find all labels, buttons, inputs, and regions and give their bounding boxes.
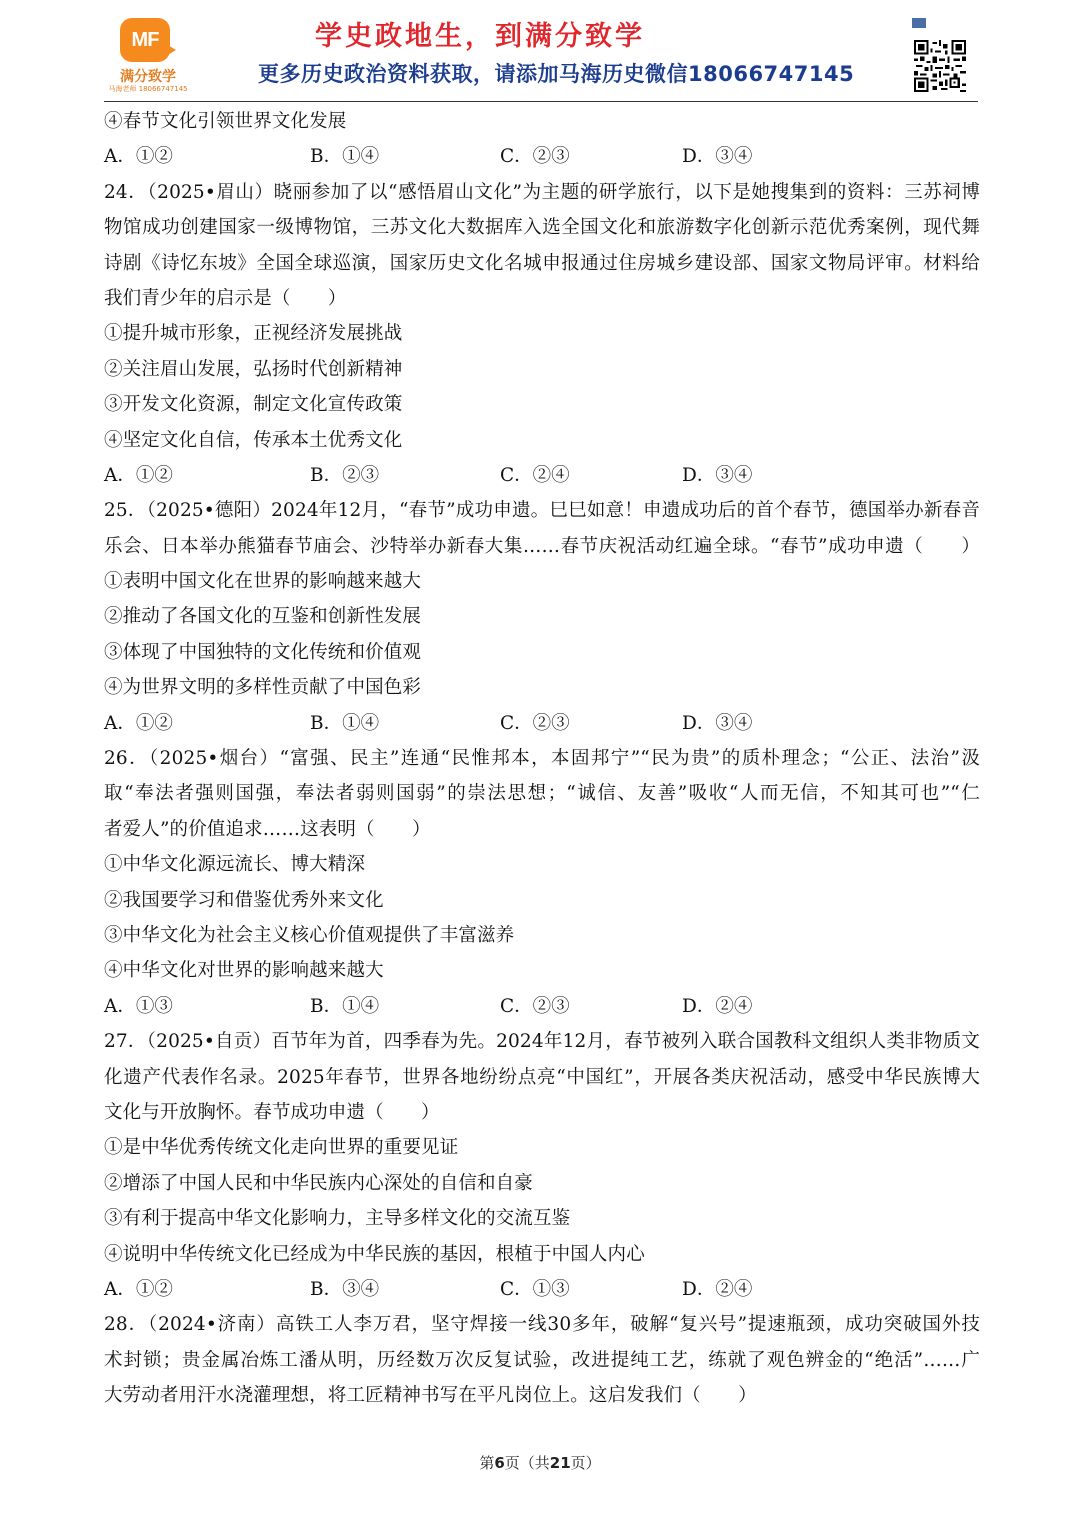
brand-logo [108, 18, 188, 96]
choice-c: C．②③ [500, 146, 570, 168]
question-28-line: 术封锁；贵金属冶炼工潘从明，历经数万次反复试验，改进提纯工艺，练就了观色辨金的“绝活”……广 [104, 1349, 980, 1371]
question-26-line: 者爱人”的价值追求……这表明（ ） [104, 818, 431, 840]
option-line: ②增添了中国人民和中华民族内心深处的自信和自豪 [104, 1172, 533, 1194]
question-25-line: 乐会、日本举办熊猫春节庙会、沙特举办新春大集……春节庆祝活动红遍全球。“春节”成功申遗（ ） [104, 535, 980, 557]
exam-content [104, 104, 980, 1413]
choice-c: C．②③ [500, 712, 570, 734]
question-27-line: 27．（2025•自贡）百节年为首，四季春为先。2024年12月，春节被列入联合国教科文组织人类非物质文 [104, 1031, 980, 1053]
option-line: ①表明中国文化在世界的影响越来越大 [104, 571, 422, 593]
question-27-line: 文化与开放胸怀。春节成功申遗（ ） [104, 1101, 440, 1123]
choice-d: D．②④ [682, 1278, 753, 1300]
answer-choices [104, 139, 980, 174]
choice-c: C．②④ [500, 464, 570, 486]
question-24-line: 诗剧《诗忆东坡》全国全球巡演，国家历史文化名城申报通过住房城乡建设部、国家文物局评审。材料给 [104, 252, 980, 274]
option-line: ②推动了各国文化的互鉴和创新性发展 [104, 606, 422, 628]
logo-badge: MF [120, 18, 170, 62]
choice-b: B．①④ [310, 146, 380, 168]
page-total: 21 [549, 1454, 571, 1472]
option-line: ②关注眉山发展，弘扬时代创新精神 [104, 358, 403, 380]
choice-a: A．①② [104, 146, 173, 168]
logo-subtitle: 马海老师 18066747145 [108, 85, 188, 93]
answer-choices [104, 458, 980, 493]
option-line: ④中华文化对世界的影响越来越大 [104, 960, 384, 982]
answer-choices [104, 989, 980, 1024]
page-footer [0, 1452, 1080, 1473]
question-24-line: 物馆成功创建国家一级博物馆，三苏文化大数据库入选全国文化和旅游数字化创新示范优秀案例，现代舞 [104, 217, 980, 239]
question-24-line: 我们青少年的启示是（ ） [104, 287, 347, 309]
footer-middle: 页（共 [504, 1454, 550, 1472]
option-line: ③中华文化为社会主义核心价值观提供了丰富滋养 [104, 924, 515, 946]
option-line: ④春节文化引领世界文化发展 [104, 111, 347, 132]
choice-a: A．①③ [104, 995, 173, 1017]
option-line: ②我国要学习和借鉴优秀外来文化 [104, 889, 384, 911]
footer-suffix: 页） [570, 1454, 601, 1472]
option-line: ③体现了中国独特的文化传统和价值观 [104, 641, 422, 663]
logo-name: 满分致学 [120, 69, 176, 85]
qr-block [912, 18, 974, 98]
question-27-line: 化遗产代表作名录。2025年春节，世界各地纷纷点亮“中国红”，开展各类庆祝活动，感受中华民族博大 [104, 1066, 980, 1088]
choice-d: D．③④ [682, 146, 753, 168]
choice-b: B．③④ [310, 1278, 380, 1300]
choice-d: D．③④ [682, 712, 753, 734]
qr-code-icon [914, 40, 966, 92]
answer-choices [104, 706, 980, 741]
option-line: ④为世界文明的多样性贡献了中国色彩 [104, 677, 422, 699]
choice-c: C．①③ [500, 1278, 570, 1300]
header-divider [104, 101, 978, 102]
thumbnail-icon [912, 18, 926, 28]
page-number: 6 [494, 1454, 505, 1472]
option-line: ①是中华优秀传统文化走向世界的重要见证 [104, 1137, 459, 1159]
option-line: ①中华文化源远流长、博大精深 [104, 854, 366, 876]
footer-prefix: 第 [479, 1454, 495, 1472]
question-28-line: 大劳动者用汗水浇灌理想，将工匠精神书写在平凡岗位上。这启发我们（ ） [104, 1385, 757, 1407]
header-contact: 更多历史政治资料获取，请添加马海历史微信18066747145 [258, 62, 855, 86]
option-line: ①提升城市形象，正视经济发展挑战 [104, 323, 403, 345]
question-26-line: 26．（2025•烟台）“富强、民主”连通“民惟邦本，本固邦宁”“民为贵”的质朴理念；“公正、法治”汲 [104, 748, 980, 770]
question-28-line: 28．（2024•济南）高铁工人李万君，坚守焊接一线30多年，破解“复兴号”提速瓶颈，成功突破国外技 [104, 1314, 980, 1336]
choice-d: D．③④ [682, 464, 753, 486]
choice-a: A．①② [104, 712, 173, 734]
option-line: ④坚定文化自信，传承本土优秀文化 [104, 429, 403, 451]
choice-c: C．②③ [500, 995, 570, 1017]
option-line: ③开发文化资源，制定文化宣传政策 [104, 394, 403, 416]
choice-b: B．①④ [310, 995, 380, 1017]
page-header [0, 0, 1080, 104]
choice-b: B．②③ [310, 464, 380, 486]
qr-caption [912, 18, 974, 34]
option-line: ③有利于提高中华文化影响力，主导多样文化的交流互鉴 [104, 1208, 571, 1230]
question-26-line: 取“奉法者强则国强，奉法者弱则国弱”的崇法思想；“诚信、友善”吸收“人而无信，不知其可也”“仁 [104, 783, 980, 805]
choice-d: D．②④ [682, 995, 753, 1017]
answer-choices [104, 1272, 980, 1307]
question-24-line: 24．（2025•眉山）晓丽参加了以“感悟眉山文化”为主题的研学旅行，以下是她搜集到的资料：三苏祠博 [104, 181, 980, 203]
choice-a: A．①② [104, 1278, 173, 1300]
question-25-line: 25．（2025•德阳）2024年12月，“春节”成功申遗。巳巳如意！申遗成功后的首个春节，德国举办新春音 [104, 500, 980, 522]
header-slogan: 学史政地生，到满分致学 [315, 21, 645, 52]
choice-a: A．①② [104, 464, 173, 486]
choice-b: B．①④ [310, 712, 380, 734]
option-line: ④说明中华传统文化已经成为中华民族的基因，根植于中国人内心 [104, 1243, 645, 1265]
